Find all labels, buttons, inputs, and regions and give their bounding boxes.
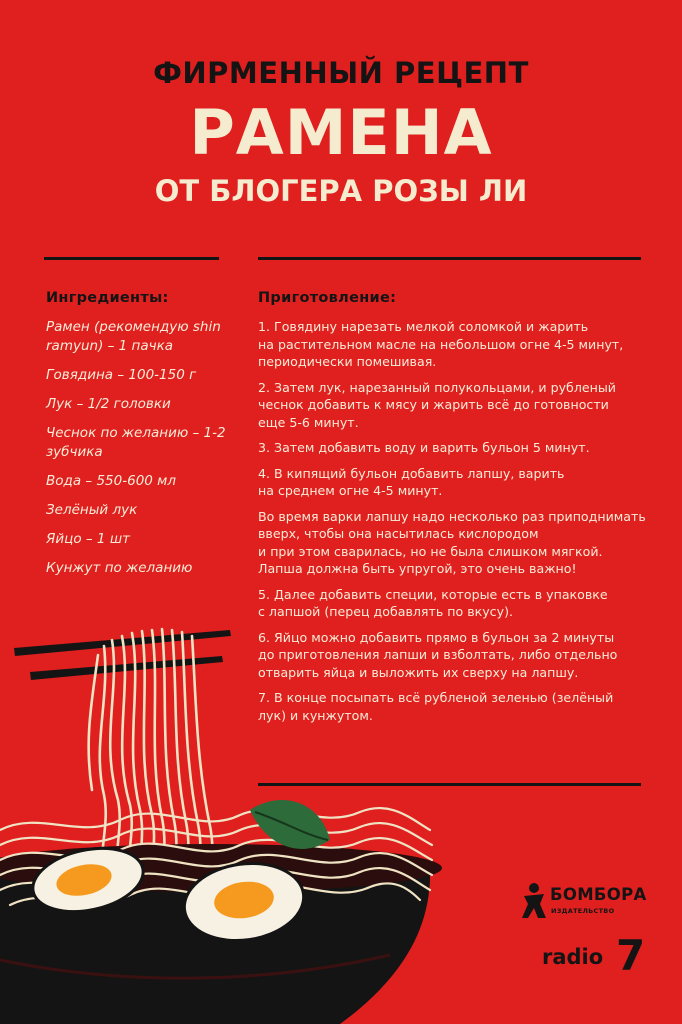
bombora-logo [520, 882, 645, 922]
ingredient-item: Зелёный лук [46, 502, 138, 518]
radio-number: 7 [616, 931, 646, 980]
preparation-step: 2. Затем лук, нарезанный полукольцами, и рубленый чеснок добавить к мясу и жарить всё до готовности еще 5-6 минут. [258, 379, 616, 430]
ingredient-item: Яйцо – 1 шт [46, 531, 131, 547]
ingredient-item: Чеснок по желанию – 1-2 зубчика [46, 425, 226, 460]
publisher-name: БОМБОРА [550, 885, 647, 904]
ingredient-item: Вода – 550-600 мл [46, 473, 176, 489]
preparation-step: 4. В кипящий бульон добавить лапшу, варить на среднем огне 4-5 минут. [258, 465, 565, 498]
ingredients-heading: Ингредиенты: [46, 290, 169, 306]
ingredient-item: Говядина – 100-150 г [46, 367, 197, 383]
bombora-figure-icon [520, 882, 548, 920]
preparation-step: 7. В конце посыпать всё рубленой зеленью (зелёный лук) и кунжутом. [258, 690, 614, 723]
preparation-step: 5. Далее добавить специи, которые есть в упаковке с лапшой (перец добавлять по вкусу). [258, 586, 608, 619]
title-line-1: ФИРМЕННЫЙ РЕЦЕПТ [153, 56, 529, 90]
title-line-2: РАМЕНА [189, 96, 493, 169]
radio7-logo [540, 931, 650, 980]
preparation-heading: Приготовление: [258, 290, 397, 306]
title-line-3: ОТ БЛОГЕРА РОЗЫ ЛИ [154, 174, 528, 208]
publisher-subtitle: ИЗДАТЕЛЬСТВО [551, 907, 615, 915]
preparation-step: 6. Яйцо можно добавить прямо в бульон за 2 минуты до приготовления лапши и взболтать, либо отдельно отварить яйца и выложить их сверху на лапшу. [258, 629, 618, 680]
ingredient-item: Кунжут по желанию [46, 560, 193, 576]
preparation-note: Во время варки лапшу надо несколько раз приподнимать вверх, чтобы она насытилась кислородом и при этом сварилась, но не была слишком мягкой. Лапша должна быть упругой, это очень важно! [258, 508, 646, 576]
ingredient-item: Лук – 1/2 головки [46, 396, 171, 412]
preparation-step: 3. Затем добавить воду и варить бульон 5 минут. [258, 440, 590, 455]
preparation-step: 1. Говядину нарезать мелкой соломкой и жарить на растительном масле на небольшом огне 4-5 минут, периодически помешивая. [258, 319, 624, 369]
ingredient-item: Рамен (рекомендую shin ramyun) – 1 пачка [46, 319, 221, 354]
radio-word: radio [542, 945, 604, 969]
